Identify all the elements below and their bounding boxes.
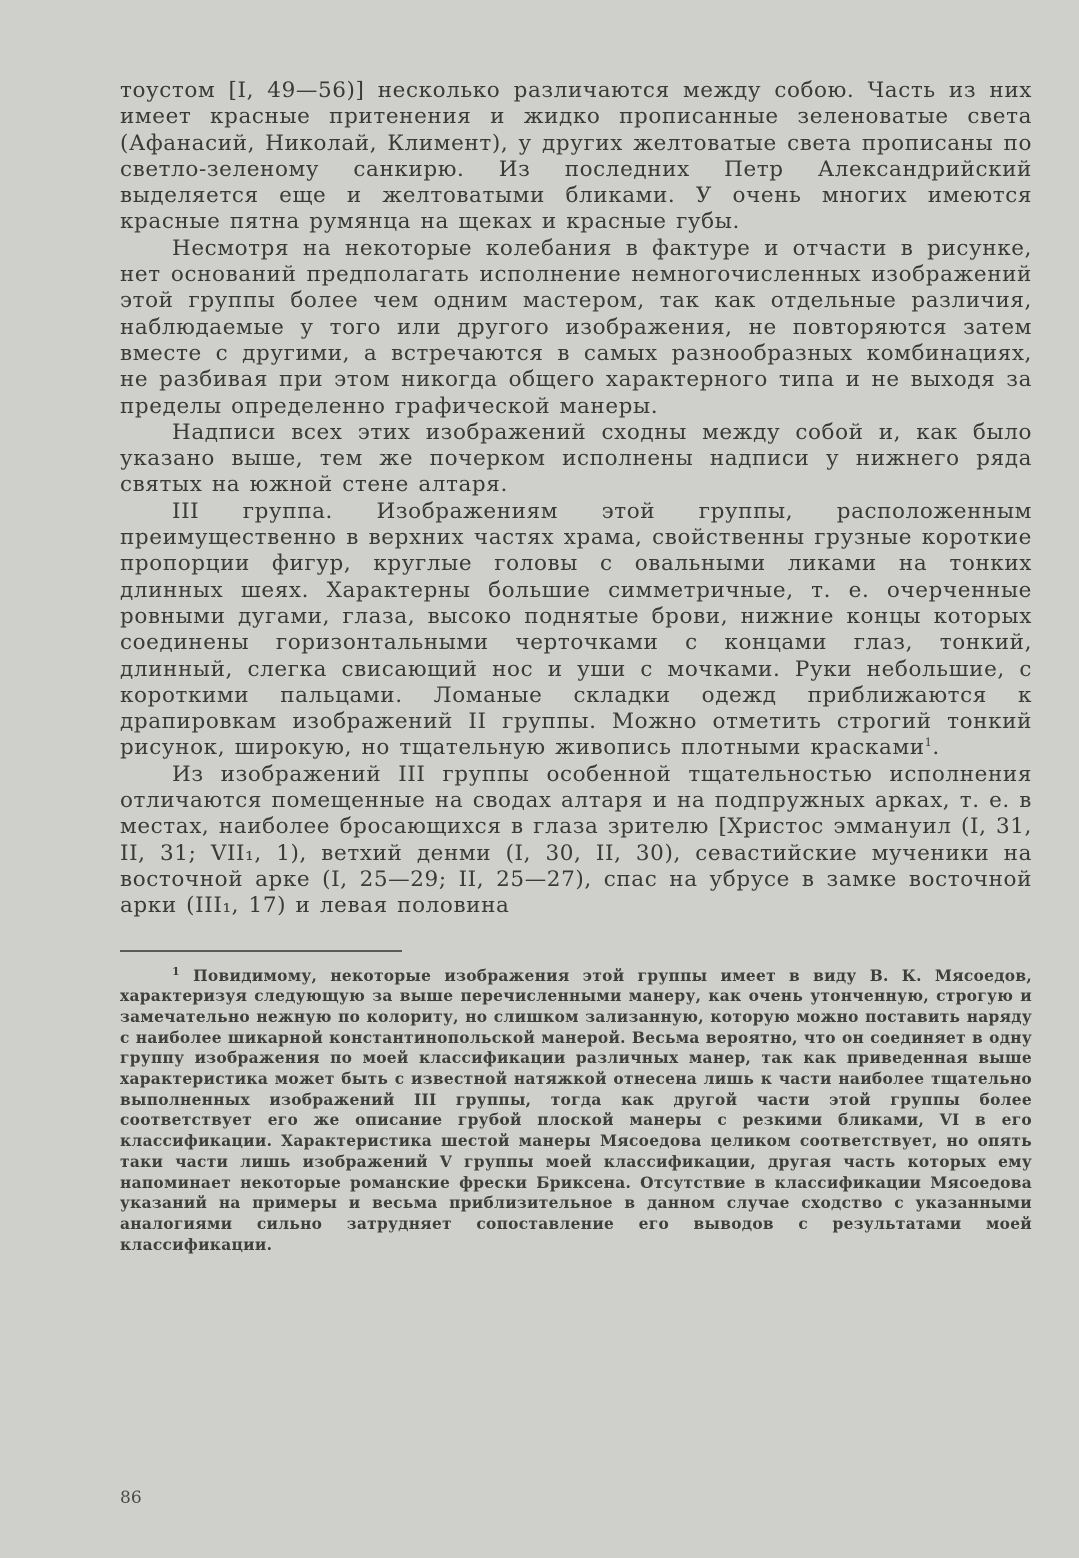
body-text (120, 78, 1032, 920)
paragraph-4-end: . (932, 735, 940, 761)
footnote-paragraph (120, 966, 1032, 1256)
footnote (120, 966, 1032, 1256)
page-number: 86 (120, 1488, 142, 1508)
paragraph-4-text: III группа. Изображениям этой группы, расположенным преимущественно в верхних частях храма, свойственны грузные короткие пропорции фигур, круглые головы с овальными ликами на тонких длинных шеях. Характерны большие симметричные, т. е. очерченные ровными дугами, глаза, высоко поднятые брови, нижние концы которых соединены горизонтальными черточками с концами глаз, тонкий, длинный, слегка свисающий нос и уши с мочками. Руки небольшие, с короткими пальцами. Ломаные складки одежд приближаются к драпировкам изображений II группы. Можно отметить строгий тонкий рисунок, широкую, но тщательную живопись плотными красками (120, 498, 1032, 761)
footnote-divider (120, 950, 402, 952)
paragraph-1: тоустом [I, 49—56)] несколько различаются между собою. Часть из них имеет красные притенения и жидко прописанные зеленоватые света (Афанасий, Николай, Климент), у других желтоватые света прописаны по светло-зеленому санкирю. Из последних Петр Александрийский выделяется еще и желтоватыми бликами. У очень многих имеются красные пятна румянца на щеках и красные губы. (120, 78, 1032, 235)
footnote-reference: 1 (924, 736, 933, 750)
paragraph-2: Несмотря на некоторые колебания в фактуре и отчасти в рисунке, нет оснований предполагать исполнение немногочисленных изображений этой группы более чем одним мастером, так как отдельные различия, наблюдаемые у того или другого изображения, не повторяются затем вместе с другими, а встречаются в самых разнообразных комбинациях, не разбивая при этом никогда общего характерного типа и не выходя за пределы определенно графической манеры. (120, 235, 1032, 419)
document-page (120, 78, 1032, 1255)
footnote-marker: 1 (172, 964, 180, 978)
paragraph-5: Из изображений III группы особенной тщательностью исполнения отличаются помещенные на сводах алтаря и на подпружных арках, т. е. в местах, наиболее бросающихся в глаза зрителю [Христос эммануил (I, 31, II, 31; VII₁, 1), ветхий денми (I, 30, II, 30), севастийские мученики на восточной арке (I, 25—29; II, 25—27), спас на убрусе в замке восточной арки (III₁, 17) и левая половина (120, 761, 1032, 919)
footnote-text: Повидимому, некоторые изображения этой группы имеет в виду В. К. Мясоедов, характеризуя следующую за выше перечисленными манеру, как очень утонченную, строгую и замечательно нежную по колориту, но слишком зализанную, которую можно поставить наряду с наиболее шикарной константинопольской манерой. Весьма вероятно, что он соединяет в одну группу изображения по моей классификации различных манер, так как приведенная выше характеристика может быть с известной натяжкой отнесена лишь к части наиболее тщательно выполненных изображений III группы, тогда как другой части этой группы более соответствует его же описание грубой плоской манеры с резкими бликами, VI в его классификации. Характеристика шестой манеры Мясоедова целиком соответствует, но опять таки части лишь изображений V группы моей классификации, другая часть которых ему напоминает некоторые романские фрески Бриксена. Отсутствие в классификации Мясоедова указаний на примеры и весьма приблизительное в данном случае сходство с указанными аналогиями сильно затрудняет сопоставление его выводов с результатами моей классификации. (120, 966, 1032, 1254)
paragraph-4 (120, 499, 1032, 762)
paragraph-3: Надписи всех этих изображений сходны между собой и, как было указано выше, тем же почерком исполнены надписи у нижнего ряда святых на южной стене алтаря. (120, 419, 1032, 498)
